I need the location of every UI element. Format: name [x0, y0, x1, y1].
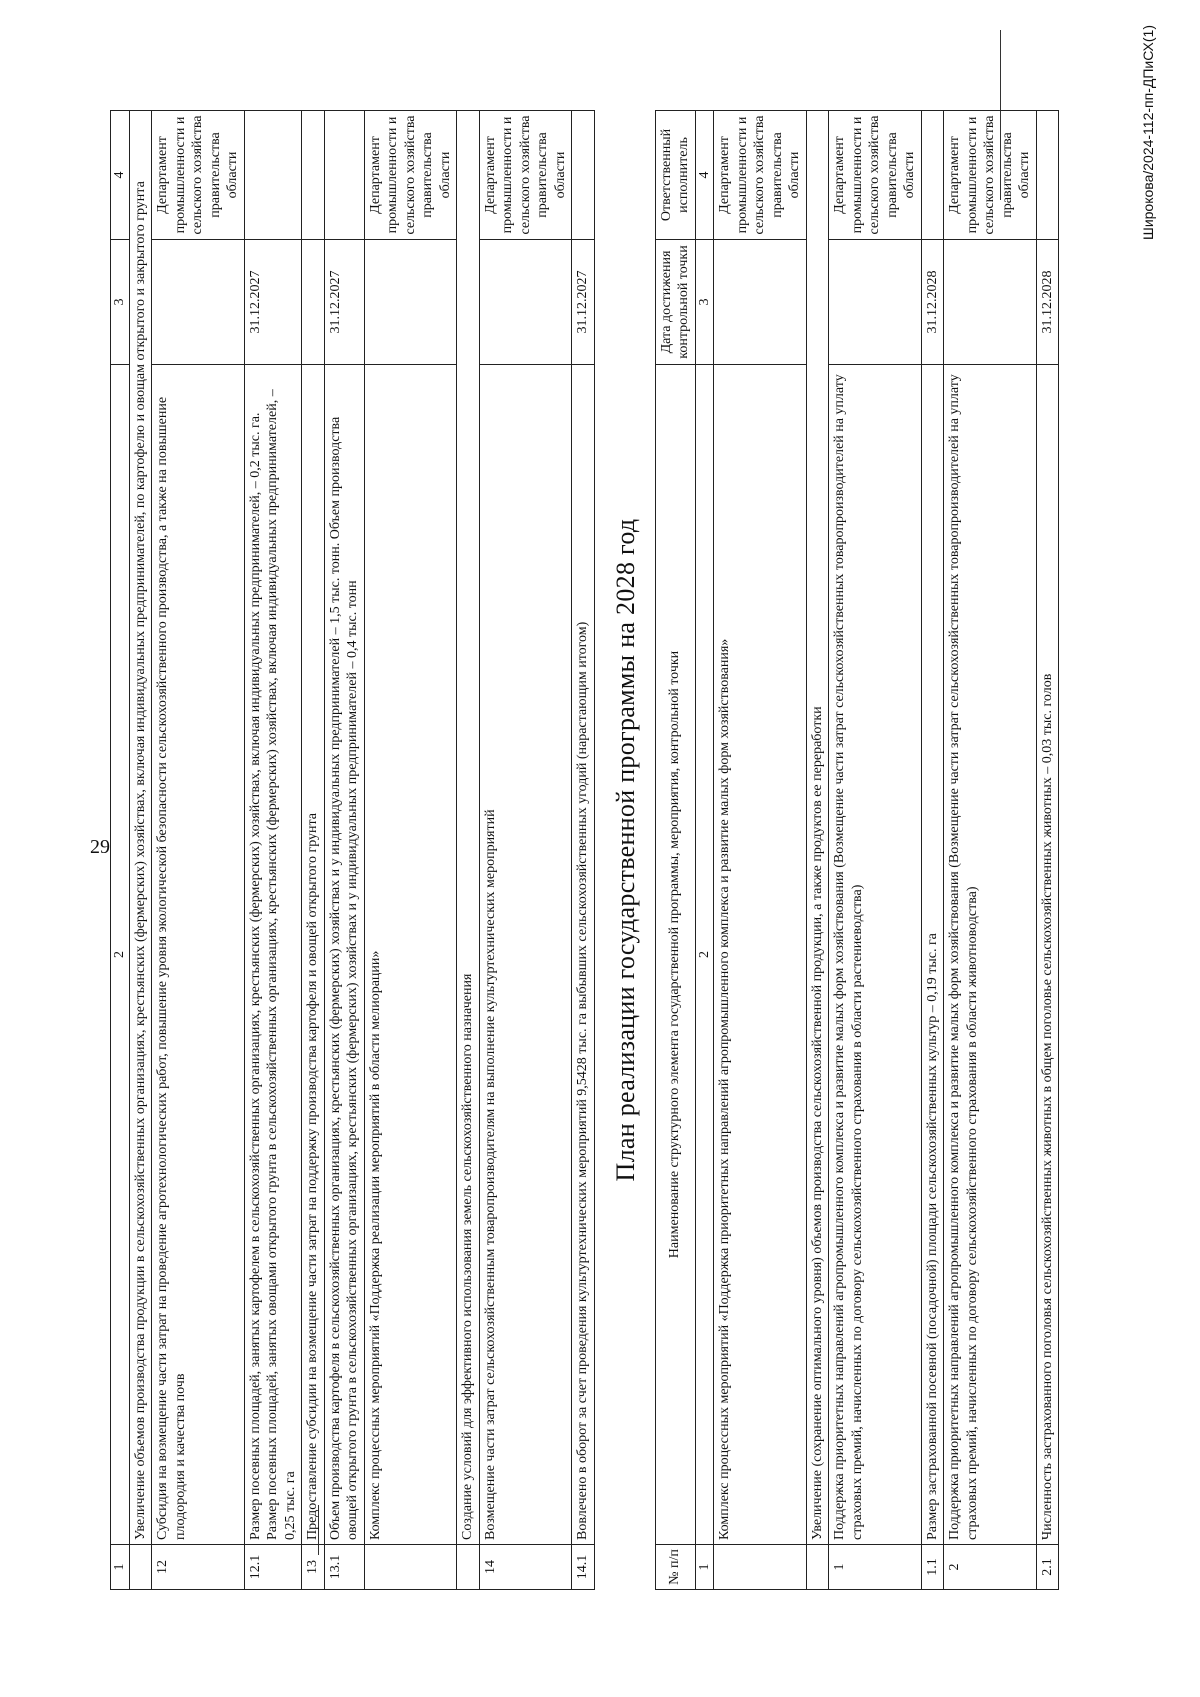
- table-row: [479, 111, 572, 1590]
- row-number: [364, 1545, 457, 1590]
- table-row: [302, 111, 325, 1590]
- row-name: Вовлечено в оборот за счет проведения культуртехнических мероприятий 9,5428 тыс. га выбывших сельскохозяйственных угодий (нарастающим итогом): [572, 365, 595, 1545]
- row-number: [714, 1545, 807, 1590]
- row-name: Численность застрахованного поголовья сельскохозяйственных животных в общем поголовье сельскохозяйственных животных – 0,03 тыс. голов: [1036, 365, 1059, 1545]
- column-number: 4: [695, 111, 714, 240]
- row-name: Объем производства картофеля в сельскохозяйственных организациях, крестьянских (фермерских) хозяйствах и у индивидуальных предпринимателей – 1,5 тыс. тонн. Объем производства овощей открытого грунта в сельскохозяйственных организациях, крестьянских (фермерских) хозяйствах и у индивидуальных предпринимателей – 0,4 тыс. тонн: [324, 365, 364, 1545]
- row-number: 2.1: [1036, 1545, 1059, 1590]
- table-row: [152, 111, 245, 1590]
- row-date: [829, 240, 922, 365]
- table-row: [1036, 111, 1059, 1590]
- column-number: 1: [695, 1545, 714, 1590]
- row-name: Комплекс процессных мероприятий «Поддержка приоритетных направлений агропромышленного комплекса и развитие малых форм хозяйствования»: [714, 365, 807, 1545]
- table-row: [364, 111, 457, 1590]
- plan-table: [655, 110, 1060, 1590]
- row-name: Поддержка приоритетных направлений агропромышленного комплекса и развитие малых форм хозяйствования (Возмещение части затрат сельскохозяйственных товаропроизводителей на уплату страховых премий, начисленных по договору сельскохозяйственного страхования в области животноводства): [944, 365, 1037, 1545]
- row-section-title: Увеличение (сохранение оптимального уровня) объемов производства сельскохозяйственной продукции, а также продуктов ее переработки: [806, 111, 829, 1545]
- table-header-row: [655, 111, 695, 1590]
- row-executor: Департамент промышленности и сельского хозяйства правительства области: [714, 111, 807, 240]
- row-name: Предоставление субсидии на возмещение части затрат на поддержку производства картофеля и овощей открытого грунта: [302, 365, 325, 1545]
- column-header-name: Наименование структурного элемента государственной программы, мероприятия, контрольной точки: [655, 365, 695, 1545]
- row-name: Размер посевных площадей, занятых картофелем в сельскохозяйственных организациях, крестьянских (фермерских) хозяйствах, включая индивидуальных предпринимателей, – 0,2 тыс. га. Размер посевных площадей, занятых овощами открытого грунта в сельскохозяйственных организациях, крестьянских (фермерских) хозяйствах, включая индивидуальных предпринимателей, – 0,25 тыс. га: [244, 365, 302, 1545]
- row-number: 14.1: [572, 1545, 595, 1590]
- row-number: 13.1: [324, 1545, 364, 1590]
- row-number: [129, 1545, 152, 1590]
- column-header-executor: Ответственный исполнитель: [655, 111, 695, 240]
- row-executor: [324, 111, 364, 240]
- row-name: Поддержка приоритетных направлений агропромышленного комплекса и развитие малых форм хозяйствования (Возмещение части затрат сельскохозяйственных товаропроизводителей на уплату страховых премий, начисленных по договору сельскохозяйственного страхования в области растениеводства): [829, 365, 922, 1545]
- row-executor: [244, 111, 302, 240]
- table-row: [921, 111, 944, 1590]
- row-date: [944, 240, 1037, 365]
- column-number: 4: [111, 111, 130, 240]
- row-executor: [921, 111, 944, 240]
- row-number: [806, 1545, 829, 1590]
- table-row: [457, 111, 480, 1590]
- table-row: [129, 111, 152, 1590]
- rotated-content: [110, 110, 1059, 1590]
- column-header-date: Дата достижения контрольной точки: [655, 240, 695, 365]
- row-number: [457, 1545, 480, 1590]
- column-number: 1: [111, 1545, 130, 1590]
- row-executor: Департамент промышленности и сельского хозяйства правительства области: [479, 111, 572, 240]
- row-number: 12.1: [244, 1545, 302, 1590]
- table-row: [572, 111, 595, 1590]
- row-number: 14: [479, 1545, 572, 1590]
- row-section-title: Создание условий для эффективного использования земель сельскохозяйственного назначения: [457, 111, 480, 1545]
- table-row: [806, 111, 829, 1590]
- table-row: [829, 111, 922, 1590]
- row-executor: Департамент промышленности и сельского хозяйства правительства области: [829, 111, 922, 240]
- row-number: 1: [829, 1545, 922, 1590]
- row-date: 31.12.2027: [324, 240, 364, 365]
- row-executor: [1036, 111, 1059, 240]
- row-number: 13: [302, 1545, 325, 1590]
- table-row: [324, 111, 364, 1590]
- row-executor: Департамент промышленности и сельского хозяйства правительства области: [364, 111, 457, 240]
- row-date: [364, 240, 457, 365]
- column-number: 2: [111, 365, 130, 1545]
- row-date: [714, 240, 807, 365]
- row-executor: Департамент промышленности и сельского хозяйства правительства области: [944, 111, 1037, 240]
- page-number: 29: [90, 836, 110, 858]
- table-row: [244, 111, 302, 1590]
- column-number-row: [111, 111, 130, 1590]
- column-header-number: № п/п: [655, 1545, 695, 1590]
- row-executor: Департамент промышленности и сельского хозяйства правительства области: [152, 111, 245, 240]
- row-name: Комплекс процессных мероприятий «Поддержка реализации мероприятий в области мелиорации»: [364, 365, 457, 1545]
- column-number-row: [695, 111, 714, 1590]
- row-executor: [572, 111, 595, 240]
- row-name: Субсидия на возмещение части затрат на проведение агротехнологических работ, повышение уровня экологической безопасности сельскохозяйственного производства, а также на повышение плодородия и качества почв: [152, 365, 245, 1545]
- row-section-title: Увеличение объемов производства продукции в сельскохозяйственных организациях, крестьянских (фермерских) хозяйствах, включая индивидуальных предпринимателей, по картофелю и овощам открытого и закрытого грунта: [129, 111, 152, 1545]
- row-number: 2: [944, 1545, 1037, 1590]
- plan-title: План реализации государственной программы на 2028 год: [610, 518, 640, 1182]
- row-date: [302, 240, 325, 365]
- row-name: Возмещение части затрат сельскохозяйственным товаропроизводителям на выполнение культуртехнических мероприятий: [479, 365, 572, 1545]
- row-name: Размер застрахованной посевной (посадочной) площади сельскохозяйственных культур – 0,19 тыс. га: [921, 365, 944, 1545]
- row-number: 12: [152, 1545, 245, 1590]
- row-date: 31.12.2027: [572, 240, 595, 365]
- column-number: 3: [111, 240, 130, 365]
- table-continuation: [110, 110, 595, 1590]
- row-executor: [302, 111, 325, 240]
- table-row: [714, 111, 807, 1590]
- row-date: 31.12.2028: [921, 240, 944, 365]
- row-date: [152, 240, 245, 365]
- row-number: 1.1: [921, 1545, 944, 1590]
- column-number: 2: [695, 365, 714, 1545]
- row-date: 31.12.2028: [1036, 240, 1059, 365]
- document-code: Широкова/2024-112-пп-ДПиСХ(1): [1140, 25, 1156, 240]
- row-date: [479, 240, 572, 365]
- column-number: 3: [695, 240, 714, 365]
- row-date: 31.12.2027: [244, 240, 302, 365]
- table-row: [944, 111, 1037, 1590]
